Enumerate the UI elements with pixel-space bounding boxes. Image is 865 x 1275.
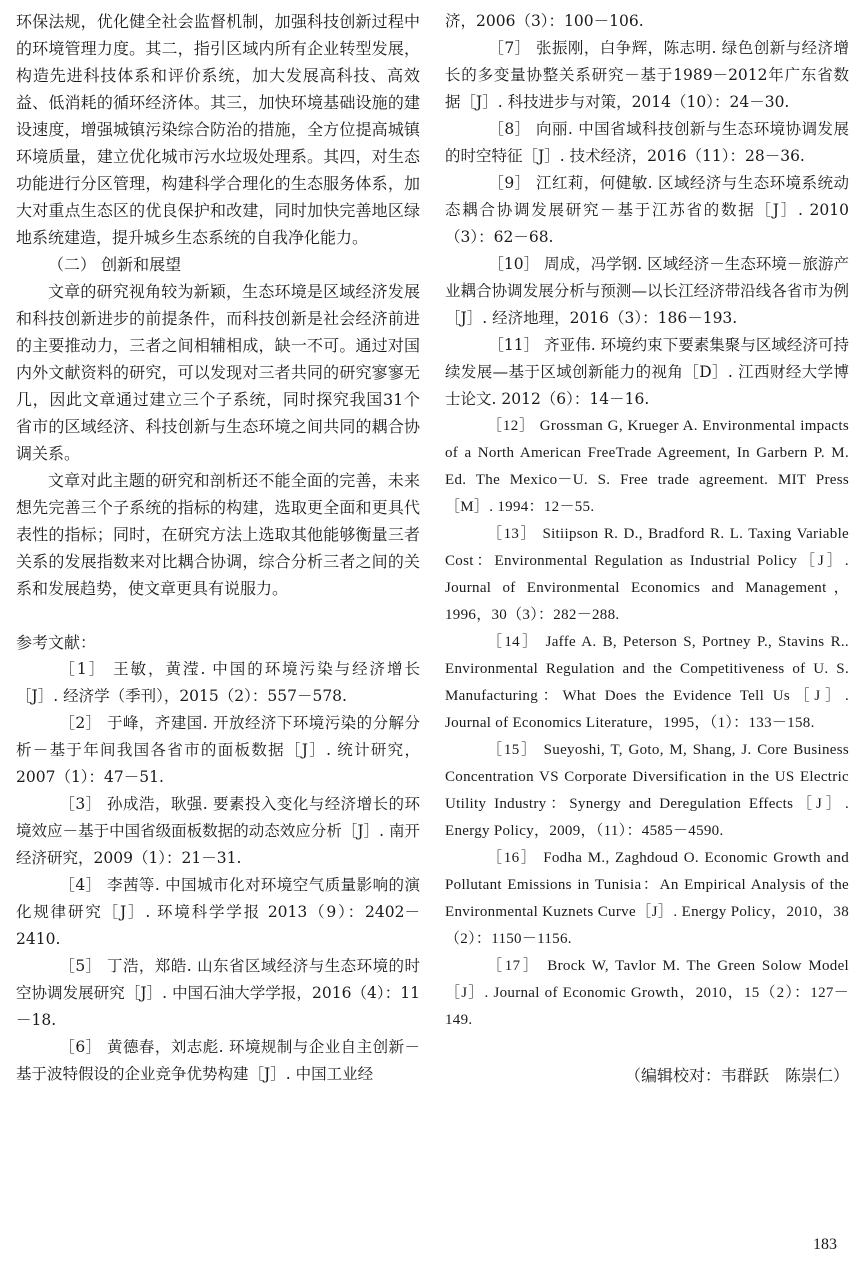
reference-item: ［13］ Sitiipson R. D., Bradford R. L. Taxing Variable Cost：Environmental Regulation as Industrial Policy［J］. Journal of Environmental Economics and Management，1996，30（3）：282－288. (445, 526, 849, 623)
reference-item: ［16］ Fodha M., Zaghdoud O. Economic Growth and Pollutant Emissions in Tunisia：An Empirical Analysis of the Environmental Kuznets Curve［J］. Energy Policy，2010，38（2）：1150－1156. (445, 850, 849, 947)
reference-item: ［3］ 孙成浩，耿强. 要素投入变化与经济增长的环境效应－基于中国省级面板数据的动态效应分析［J］. 南开经济研究，2009（1）：21－31. (16, 795, 420, 867)
reference-item: ［6］ 黄德春，刘志彪. 环境规制与企业自主创新－基于波特假设的企业竞争优势构建［J］. 中国工业经 (16, 1038, 420, 1083)
editor-credit: （编辑校对：韦群跃 陈崇仁） (624, 1066, 849, 1085)
reference-item: ［1］ 王敏，黄滢. 中国的环境污染与经济增长［J］. 经济学（季刊），2015（2）：557－578. (16, 660, 420, 705)
body-paragraph-3: 文章对此主题的研究和剖析还不能全面的完善，未来想先完善三个子系统的指标的构建，选取更全面和更具代表性的指标；同时，在研究方法上选取其他能够衡量三者关系的发展指数来对比耦合协调，综合分析三者之间的关系和发展趋势，使文章更具有说服力。 (16, 471, 420, 598)
reference-item: ［12］ Grossman G, Krueger A. Environmental impacts of a North American FreeTrade Agreement, In Garbern P. M. Ed. The Mexico－U. S. Free trade agreement. MIT Press［M］. 1994：12－55. (445, 418, 849, 515)
reference-item: ［5］ 丁浩，郑皓. 山东省区域经济与生态环境的时空协调发展研究［J］. 中国石油大学学报，2016（4）：11－18. (16, 957, 420, 1029)
references-title: 参考文献： (16, 633, 97, 652)
reference-continuation: 济，2006（3）：100－106. (445, 12, 644, 30)
reference-item: ［15］ Sueyoshi, T, Goto, M, Shang, J. Core Business Concentration VS Corporate Diversification in the US Electric Utility Industry：Synergy and Deregulation Effects［J］. Energy Policy，2009，（11）：4585－4590. (445, 742, 849, 839)
left-column (16, 8, 420, 1088)
body-paragraph-1: 环保法规，优化健全社会监督机制，加强科技创新过程中的环境管理力度。其二，指引区域内所有企业转型发展，构造先进科技体系和评价系统，加大发展高科技、高效益、低消耗的循环经济体。其三，加快环境基础设施的建设速度，增强城镇污染综合防治的措施，全方位提高城镇环境质量，建立优化城市污水垃圾处理系。其四，对生态功能进行分区管理，构建科学合理化的生态服务体系，加大对重点生态区的优良保护和改建，同时加快完善地区绿地系统建造，提升城乡生态系统的自我净化能力。 (16, 12, 420, 247)
reference-item: ［4］ 李茜等. 中国城市化对环境空气质量影响的演化规律研究［J］. 环境科学学报 2013（9）：2402－2410. (16, 876, 420, 948)
reference-item: ［2］ 于峰，齐建国. 开放经济下环境污染的分解分析－基于年间我国各省市的面板数据［J］. 统计研究，2007（1）：47－51. (16, 714, 420, 786)
right-column (445, 8, 849, 1089)
reference-item: ［14］ Jaffe A. B, Peterson S, Portney P., Stavins R.. Environmental Regulation and the Competitiveness of U. S. Manufacturing：What Does the Evidence Tell Us［J］. Journal of Economics Literature，1995，（1）：133－158. (445, 634, 849, 731)
section-heading: （二） 创新和展望 (48, 255, 182, 274)
page-number: 183 (813, 1236, 837, 1253)
reference-item: ［11］ 齐亚伟. 环境约束下要素集聚与区域经济可持续发展—基于区域创新能力的视角［D］. 江西财经大学博士论文. 2012（6）：14－16. (445, 336, 849, 408)
reference-item: ［9］ 江红莉，何健敏. 区域经济与生态环境系统动态耦合协调发展研究－基于江苏省的数据［J］. 2010（3）：62－68. (445, 174, 849, 246)
reference-item: ［8］ 向丽. 中国省域科技创新与生态环境协调发展的时空特征［J］. 技术经济，2016（11）：28－36. (445, 120, 849, 165)
body-paragraph-2: 文章的研究视角较为新颖，生态环境是区域经济发展和科技创新进步的前提条件，而科技创新是社会经济前进的主要推动力，三者之间相辅相成，缺一不可。通过对国内外文献资料的研究，可以发现对三者共同的研究寥寥无几，因此文章通过建立三个子系统，同时探究我国31个省市的区域经济、科技创新与生态环境之间共同的耦合协调关系。 (16, 282, 420, 463)
reference-item: ［7］ 张振刚，白争辉，陈志明. 绿色创新与经济增长的多变量协整关系研究－基于1989－2012年广东省数据［J］. 科技进步与对策，2014（10）：24－30. (445, 39, 849, 111)
reference-item: ［17］ Brock W, Tavlor M. The Green Solow Model［J］. Journal of Economic Growth，2010，15（2）：127－149. (445, 958, 849, 1028)
reference-item: ［10］ 周成，冯学钢. 区域经济－生态环境－旅游产业耦合协调发展分析与预测—以长江经济带沿线各省市为例［J］. 经济地理，2016（3）：186－193. (445, 255, 849, 327)
